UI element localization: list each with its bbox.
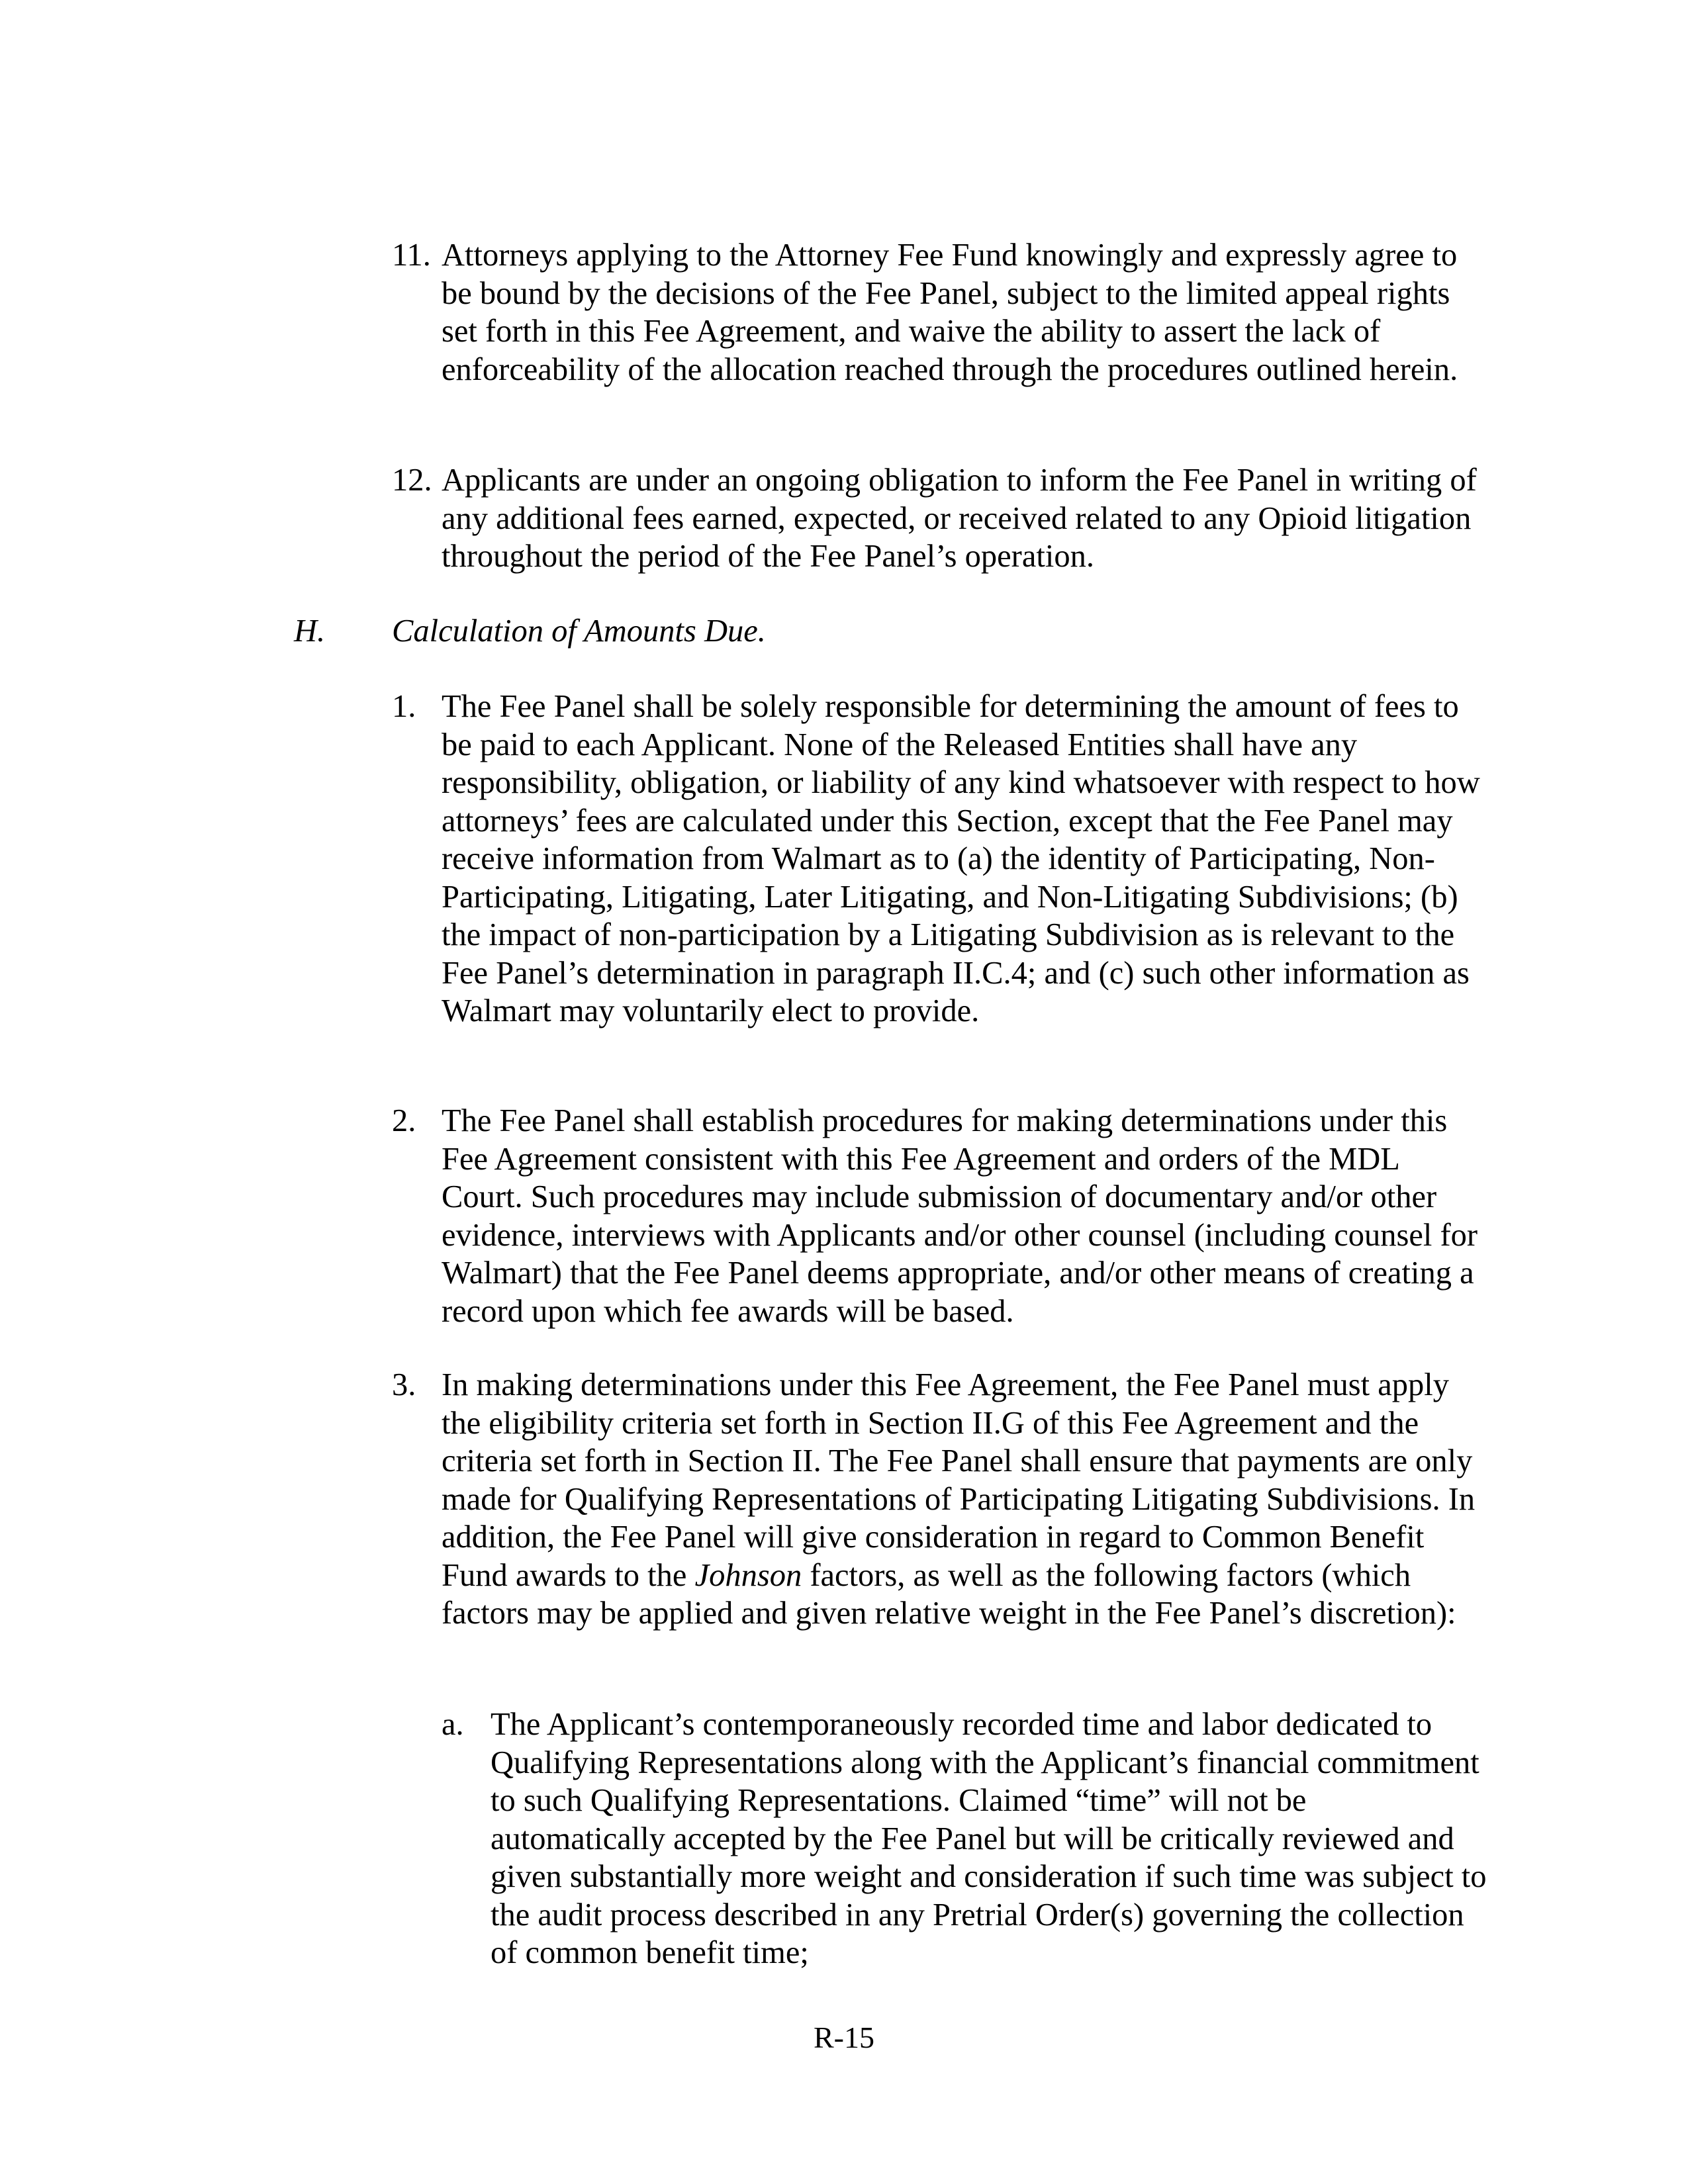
paragraph-11 xyxy=(392,236,1484,388)
case-name-johnson: Johnson xyxy=(694,1557,802,1593)
paragraph-12 xyxy=(392,461,1484,576)
subparagraph-h-3-a xyxy=(442,1706,1487,1972)
paragraph-text: Attorneys applying to the Attorney Fee Fund knowingly and expressly agree to be bound by the decisions of the Fee Panel, subject to the limited appeal rights set forth in this Fee Agreement, and waive the ability to assert the lack of enforceability of the allocation reached through the procedures outlined herein. xyxy=(442,238,1458,387)
subparagraph-text: The Applicant’s contemporaneously recorded time and labor dedicated to Qualifying Representations along with the Applicant’s financial commitment to such Qualifying Representations. Claimed “time” will not be automatically accepted by the Fee Panel but will be critically reviewed and given substantially more weight and consideration if such time was subject to the audit process described in any Pretrial Order(s) governing the collection of common benefit time; xyxy=(491,1707,1487,1970)
page-number: R-15 xyxy=(814,2021,874,2054)
subparagraph-letter: a. xyxy=(442,1707,464,1742)
paragraph-h-3 xyxy=(392,1366,1484,1633)
paragraph-text-after: factors, as well as the following factors (which factors may be applied and given relative weight in the Fee Panel’s discretion): xyxy=(442,1557,1456,1631)
paragraph-number: 3. xyxy=(392,1367,416,1402)
paragraph-text xyxy=(442,1366,1484,1633)
paragraph-text-before: In making determinations under this Fee Agreement, the Fee Panel must apply the eligibility criteria set forth in Section II.G of this Fee Agreement and the criteria set forth in Section II. The Fee Panel shall ensure that payments are only made for Qualifying Representations of Participating Litigating Subdivisions. In addition, the Fee Panel will give consideration in regard to Common Benefit Fund awards to the xyxy=(442,1367,1476,1593)
section-letter: H. xyxy=(294,614,326,649)
paragraph-h-2 xyxy=(392,1102,1484,1330)
paragraph-number: 12. xyxy=(392,463,432,498)
section-title: Calculation of Amounts Due. xyxy=(392,614,766,649)
paragraph-text: The Fee Panel shall be solely responsible for determining the amount of fees to be paid to each Applicant. None of the Released Entities shall have any responsibility, obligation, or liability of any kind whatsoever with respect to how attorneys’ fees are calculated under this Section, except that the Fee Panel may receive information from Walmart as to (a) the identity of Participating, Non-Participating, Litigating, Later Litigating, and Non-Litigating Subdivisions; (b) the impact of non-participation by a Litigating Subdivision as is relevant to the Fee Panel’s determination in paragraph II.C.4; and (c) such other information as Walmart may voluntarily elect to provide. xyxy=(442,689,1480,1028)
paragraph-h-1 xyxy=(392,688,1484,1030)
paragraph-text: Applicants are under an ongoing obligation to inform the Fee Panel in writing of any additional fees earned, expected, or received related to any Opioid litigation throughout the period of the Fee Panel’s operation. xyxy=(442,463,1477,574)
paragraph-number: 11. xyxy=(392,238,431,273)
paragraph-text: The Fee Panel shall establish procedures for making determinations under this Fee Agreement consistent with this Fee Agreement and orders of the MDL Court. Such procedures may include submission of documentary and/or other evidence, interviews with Applicants and/or other counsel (including counsel for Walmart) that the Fee Panel deems appropriate, and/or other means of creating a record upon which fee awards will be based. xyxy=(442,1103,1478,1329)
paragraph-number: 2. xyxy=(392,1103,416,1138)
paragraph-number: 1. xyxy=(392,689,416,724)
